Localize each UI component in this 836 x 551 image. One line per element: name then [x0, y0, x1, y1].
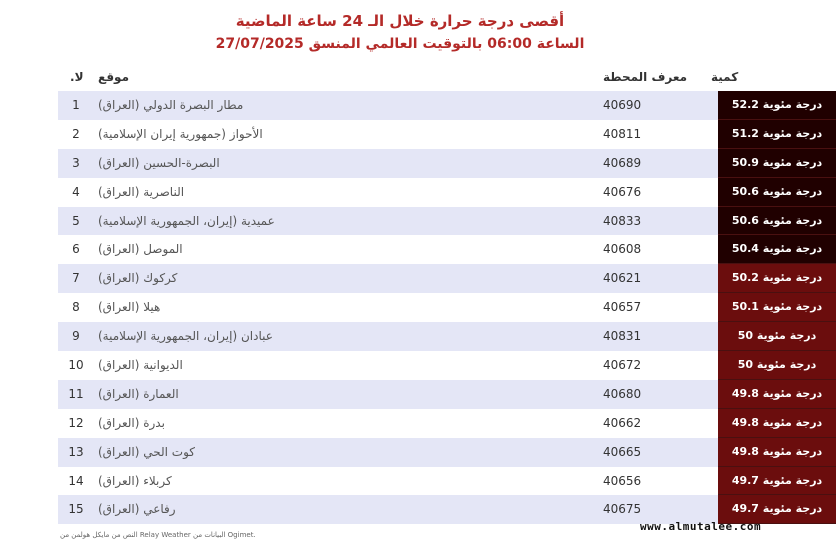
row-station-id: 40608	[603, 242, 642, 257]
row-station-id: 40621	[603, 271, 642, 286]
row-location: كوت الحي (العراق)	[98, 444, 195, 459]
row-rank: 2	[72, 126, 80, 141]
row-station-id: 40831	[603, 329, 642, 344]
row-station-id: 40689	[603, 155, 642, 170]
table-header	[58, 66, 776, 88]
row-location: بدرة (العراق)	[98, 415, 165, 430]
row-station-id: 40662	[603, 415, 642, 430]
table-row	[58, 322, 817, 351]
row-rank: 8	[72, 300, 80, 315]
row-rank: 5	[72, 213, 80, 228]
table-row	[58, 438, 823, 467]
site-watermark: www.almutalee.com	[640, 520, 762, 533]
page-title: أقصى درجة حرارة خلال الـ 24 ساعة الماضية	[235, 12, 565, 30]
row-location: مطار البصرة الدولي (العراق)	[98, 98, 244, 112]
row-location: كربلاء (العراق)	[98, 473, 172, 488]
table-row	[58, 293, 823, 322]
row-station-id: 40672	[603, 358, 642, 373]
row-quantity: درجة مئوية 49.7	[718, 467, 836, 496]
row-location: رفاعي (العراق)	[98, 502, 176, 517]
table-row	[58, 409, 823, 438]
row-quantity: درجة مئوية 50.9	[718, 149, 836, 178]
row-location: الموصل (العراق)	[98, 242, 183, 257]
row-rank: 1	[72, 98, 80, 112]
row-station-id: 40690	[603, 98, 642, 112]
temperature-table	[58, 91, 823, 524]
row-quantity: درجة مئوية 49.8	[718, 380, 836, 409]
row-location: هيلا (العراق)	[98, 300, 161, 315]
row-quantity: درجة مئوية 51.2	[718, 120, 836, 149]
row-rank: 4	[72, 184, 80, 199]
row-quantity: درجة مئوية 50.1	[718, 293, 836, 322]
row-quantity: درجة مئوية 50.2	[718, 264, 836, 293]
row-rank: 12	[68, 415, 84, 430]
row-rank: 10	[68, 358, 84, 373]
table-row	[58, 264, 823, 293]
row-quantity: درجة مئوية 50.6	[718, 178, 836, 207]
row-location: الناصرية (العراق)	[98, 184, 185, 199]
row-rank: 14	[68, 473, 84, 488]
row-location: الأحواز (جمهورية إيران الإسلامية)	[98, 126, 263, 141]
row-rank: 13	[68, 444, 84, 459]
header-rank: .لا	[70, 70, 84, 84]
row-location: عبادان (إيران، الجمهورية الإسلامية)	[98, 329, 273, 344]
row-rank: 15	[68, 502, 84, 517]
row-location: العمارة (العراق)	[98, 386, 179, 401]
row-station-id: 40811	[603, 126, 642, 141]
row-rank: 9	[72, 329, 80, 344]
row-quantity: درجة مئوية 50	[718, 322, 836, 351]
row-location: البصرة-الحسين (العراق)	[98, 155, 220, 170]
row-station-id: 40676	[603, 184, 642, 199]
row-quantity: درجة مئوية 50	[718, 351, 836, 380]
row-station-id: 40833	[603, 213, 642, 228]
row-quantity: درجة مئوية 50.6	[718, 207, 836, 236]
row-quantity: درجة مئوية 49.8	[718, 409, 836, 438]
row-rank: 6	[72, 242, 80, 257]
table-row	[58, 235, 823, 264]
table-row	[58, 120, 823, 149]
row-rank: 7	[72, 271, 80, 286]
row-quantity: درجة مئوية 50.4	[718, 235, 836, 264]
data-source-note: .Ogimet البيانات من Relay Weather النص من مايكل هولمن من	[60, 531, 256, 539]
table-row	[58, 467, 823, 496]
row-location: عميدية (إيران، الجمهورية الإسلامية)	[98, 213, 275, 228]
row-location: الديوانية (العراق)	[98, 358, 183, 373]
row-quantity: درجة مئوية 49.8	[718, 438, 836, 467]
page-subtitle: الساعة 06:00 بالتوقيت العالمي المنسق 27/07/2025	[215, 36, 585, 52]
header-location: موقع	[98, 70, 130, 84]
table-row	[58, 178, 823, 207]
row-location: كركوك (العراق)	[98, 271, 178, 286]
row-station-id: 40680	[603, 386, 642, 401]
table-row	[58, 149, 823, 178]
row-rank: 3	[72, 155, 80, 170]
table-row	[58, 207, 823, 236]
row-quantity: درجة مئوية 52.2	[718, 91, 836, 120]
row-station-id: 40656	[603, 473, 642, 488]
table-row	[58, 380, 823, 409]
row-rank: 11	[68, 386, 84, 401]
header-quantity: كمية	[711, 70, 739, 84]
row-station-id: 40675	[603, 502, 642, 517]
row-quantity: درجة مئوية 49.7	[718, 495, 836, 524]
row-station-id: 40665	[603, 444, 642, 459]
table-row	[58, 91, 823, 120]
table-row	[58, 351, 817, 380]
row-station-id: 40657	[603, 300, 642, 315]
header-station: معرف المحطة	[603, 70, 688, 84]
